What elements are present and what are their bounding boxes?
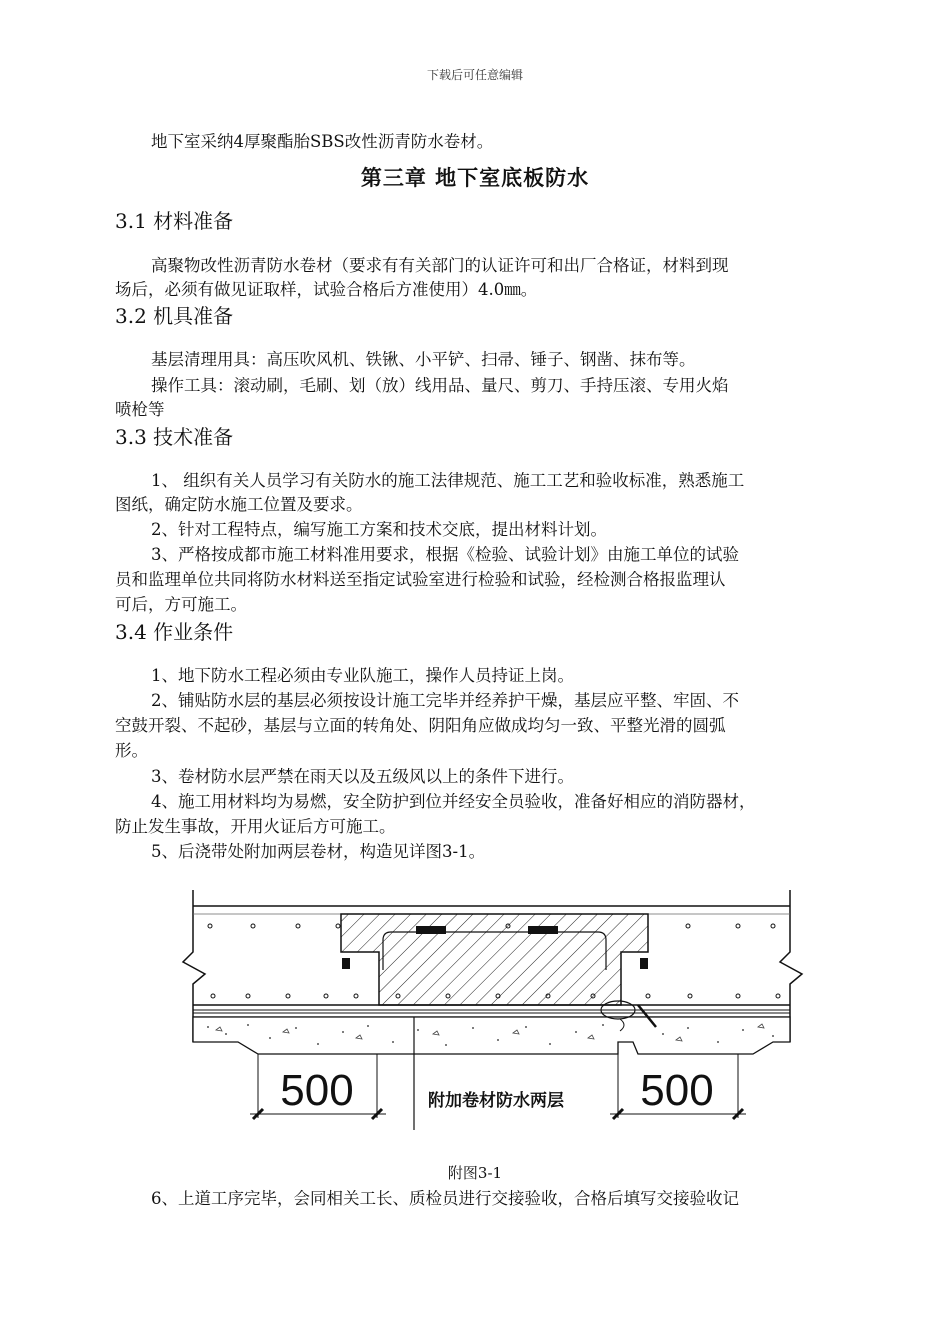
section-heading-3-2: 3.2 机具准备 bbox=[115, 304, 234, 328]
paragraph-line: 场后，必须有做见证取样，试验合格后方准使用）4.0㎜。 bbox=[115, 280, 538, 299]
list-item-cont: 空鼓开裂、不起砂，基层与立面的转角处、阴阳角应做成均匀一致、平整光滑的圆弧 bbox=[115, 716, 726, 735]
list-item: 3、卷材防水层严禁在雨天以及五级风以上的条件下进行。 bbox=[151, 767, 574, 786]
paragraph-line: 高聚物改性沥青防水卷材（要求有有关部门的认证许可和出厂合格证，材料到现 bbox=[151, 256, 729, 275]
waterstop-right bbox=[528, 926, 558, 934]
chapter-title: 第三章 地下室底板防水 bbox=[360, 165, 590, 190]
list-item: 3、严格按成都市施工材料准用要求，根据《检验、试验计划》由施工单位的试验 bbox=[151, 545, 739, 564]
paragraph-line: 操作工具：滚动刷，毛刷、划（放）线用品、量尺、剪刀、手持压滚、专用火焰 bbox=[151, 376, 729, 395]
list-item-cont: 防止发生事故，开用火证后方可施工。 bbox=[115, 817, 396, 836]
waterstop-left bbox=[416, 926, 446, 934]
intro-text: 地下室采纳4厚聚酯胎SBS改性沥青防水卷材。 bbox=[151, 132, 494, 151]
list-item: 6、上道工序完毕，会同相关工长、质检员进行交接验收，合格后填写交接验收记 bbox=[151, 1189, 739, 1208]
section-heading-3-1: 3.1 材料准备 bbox=[115, 209, 234, 233]
figure-caption: 附图3-1 bbox=[447, 1164, 503, 1182]
post-pour-strip bbox=[341, 914, 648, 1005]
list-item-cont: 形。 bbox=[115, 741, 148, 760]
list-item: 1、地下防水工程必须由专业队施工，操作人员持证上岗。 bbox=[151, 666, 574, 685]
list-item-cont: 图纸，确定防水施工位置及要求。 bbox=[115, 495, 363, 514]
figure-label: 附加卷材防水两层 bbox=[428, 1091, 564, 1111]
list-item-cont: 员和监理单位共同将防水材料送至指定试验室进行检验和试验，经检测合格报监理认 bbox=[115, 570, 726, 589]
construction-detail-figure bbox=[178, 882, 806, 1132]
list-item: 2、铺贴防水层的基层必须按设计施工完毕并经养护干燥，基层应平整、牢固、不 bbox=[151, 691, 739, 710]
list-item: 5、后浇带处附加两层卷材，构造见详图3-1。 bbox=[151, 842, 486, 861]
cushion-layer bbox=[193, 1017, 790, 1054]
dim-right-text: 500 bbox=[640, 1066, 714, 1115]
list-item: 4、施工用材料均为易燃，安全防护到位并经安全员验收，准备好相应的消防器材， bbox=[151, 792, 756, 811]
section-heading-3-3: 3.3 技术准备 bbox=[115, 425, 234, 449]
list-item: 1、 组织有关人员学习有关防水的施工法律规范、施工工艺和验收标准，熟悉施工 bbox=[151, 471, 745, 490]
dim-left-text: 500 bbox=[280, 1066, 354, 1115]
list-item: 2、针对工程特点，编写施工方案和技术交底，提出材料计划。 bbox=[151, 520, 607, 539]
paragraph-line: 基层清理用具：高压吹风机、铁锹、小平铲、扫帚、锤子、钢凿、抹布等。 bbox=[151, 350, 696, 369]
paragraph-line: 喷枪等 bbox=[115, 400, 165, 419]
list-item-cont: 可后，方可施工。 bbox=[115, 595, 247, 614]
section-heading-3-4: 3.4 作业条件 bbox=[115, 620, 234, 644]
page-header: 下载后可任意编辑 bbox=[426, 68, 523, 82]
